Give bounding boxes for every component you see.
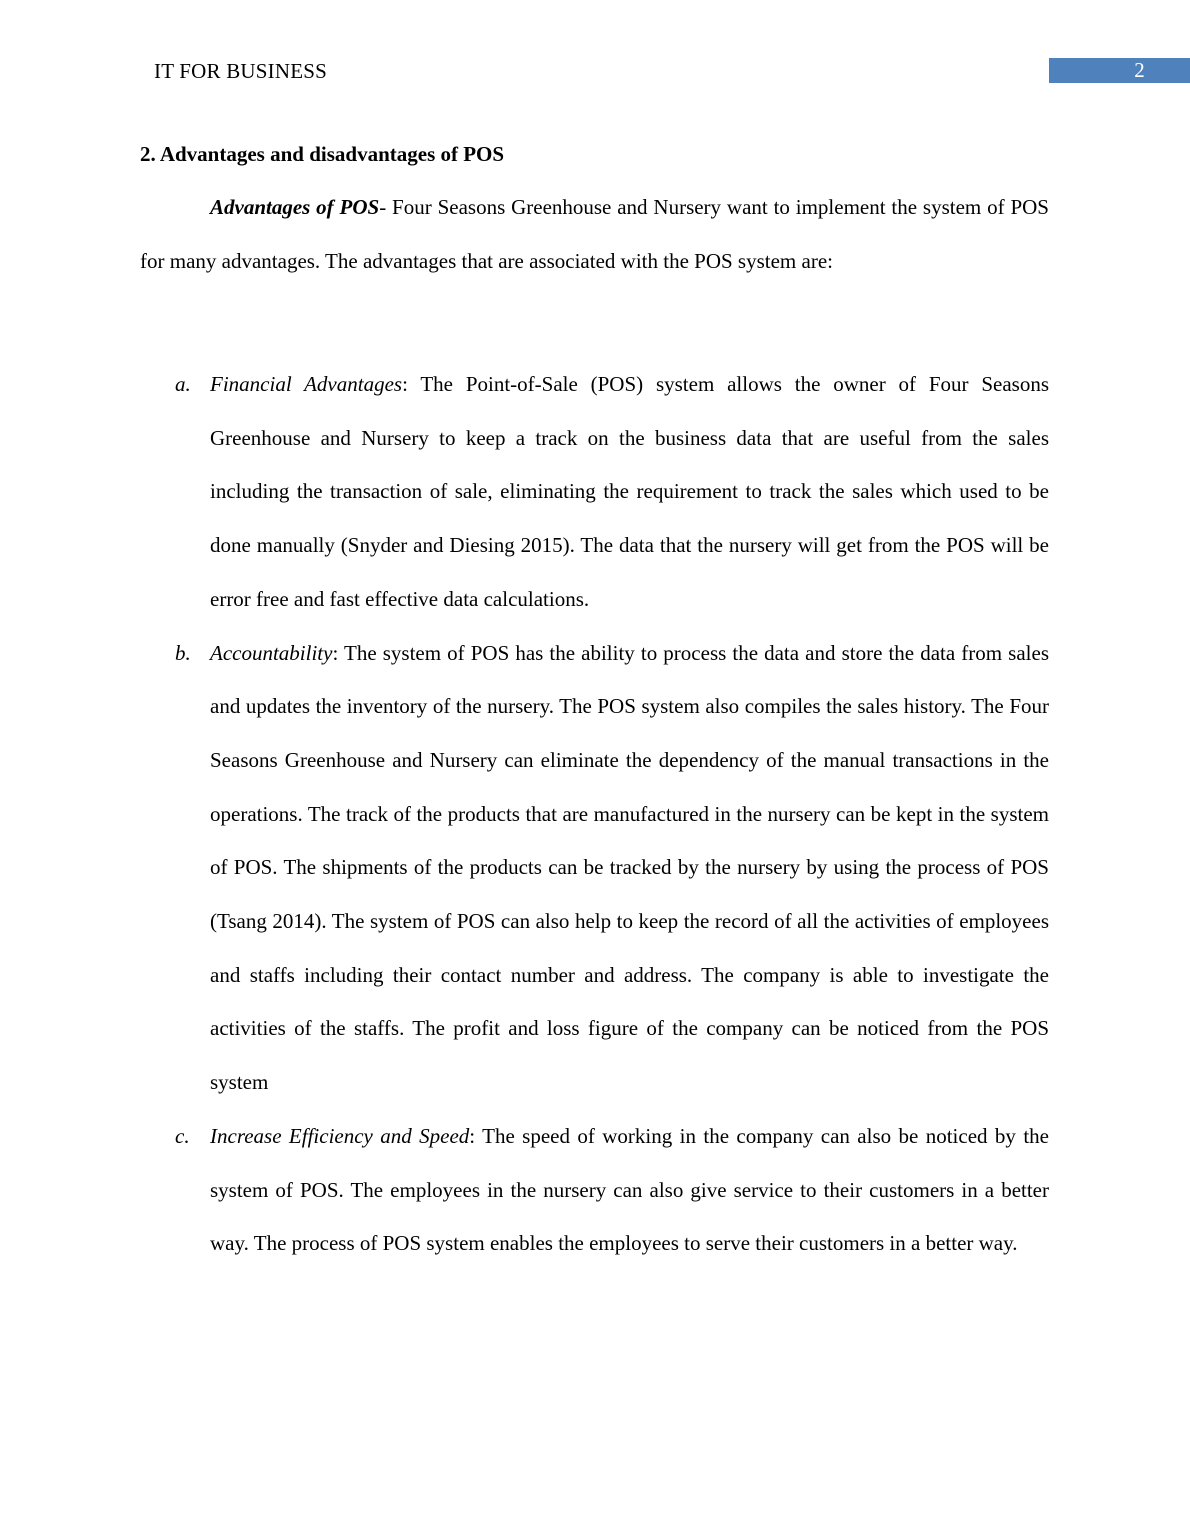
intro-paragraph (140, 181, 1049, 288)
list-marker: b. (175, 640, 191, 665)
advantage-text: : The system of POS has the ability to process the data and store the data from sales and updates the inventory of the nursery. The POS system also compiles the sales history. The Four Seasons Greenhouse and Nursery can eliminate the dependency of the manual transactions in the operations. The track of the products that are manufactured in the nursery can be kept in the system of POS. The shipments of the products can be tracked by the nursery by using the process of POS (Tsang 2014). The system of POS can also help to keep the record of all the activities of employees and staffs including their contact number and address. The company is able to investigate the activities of the staffs. The profit and loss figure of the company can be noticed from the POS system (210, 640, 1049, 1095)
advantage-item-efficiency (140, 1110, 1049, 1271)
list-marker: c. (175, 1123, 190, 1148)
advantage-text: : The speed of working in the company can also be noticed by the system of POS. The employees in the nursery can also give service to their customers in a better way. The process of POS system enables the employees to serve their customers in a better way. (210, 1123, 1049, 1256)
advantage-item-financial (140, 358, 1049, 627)
intro-lead: Advantages of POS (210, 195, 380, 219)
advantage-item-accountability (140, 627, 1049, 1110)
list-marker: a. (175, 372, 191, 396)
intro-text: - Four Seasons Greenhouse and Nursery want to implement the system of POS for many advantages. The advantages that are associated with the POS system are: (140, 195, 1049, 273)
advantage-term: Accountability (210, 640, 333, 665)
advantage-term: Increase Efficiency and Speed (210, 1123, 470, 1148)
section-heading: 2. Advantages and disadvantages of POS (140, 142, 505, 166)
advantage-text: : The Point-of-Sale (POS) system allows the owner of Four Seasons Greenhouse and Nursery to keep a track on the business data that are useful from the sales including the transaction of sale, eliminating the requirement to track the sales which used to be done manually (Snyder and Diesing 2015). The data that the nursery will get from the POS will be error free and fast effective data calculations. (210, 372, 1049, 611)
page-number-badge: 2 (1049, 58, 1190, 83)
advantage-term: Financial Advantages (210, 372, 403, 396)
advantages-list (140, 358, 1049, 1271)
running-head: IT FOR BUSINESS (154, 59, 327, 83)
